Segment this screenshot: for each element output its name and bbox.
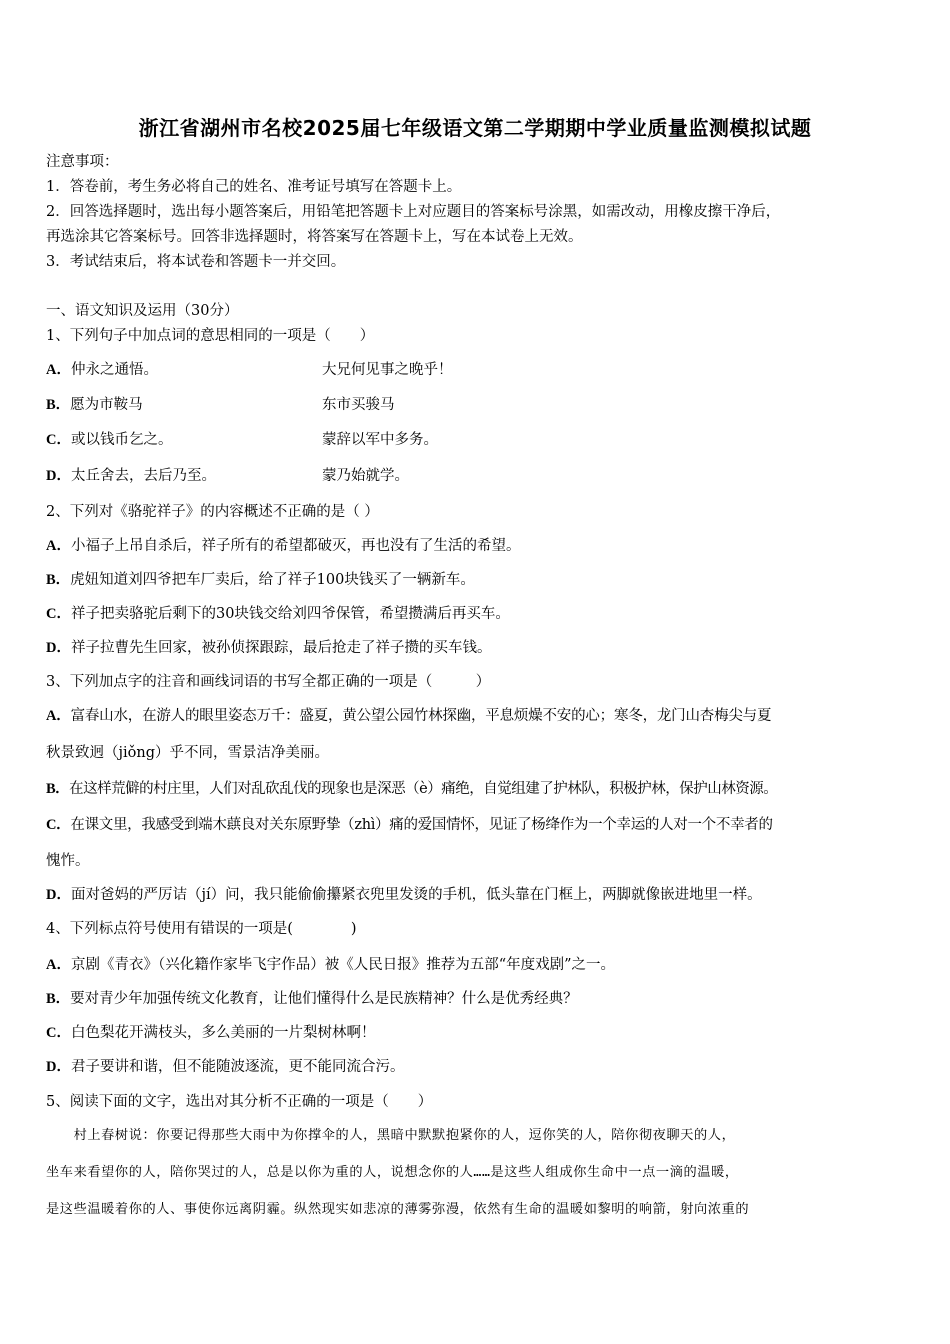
option-text: 祥子把卖骆驼后剩下的30块钱交给刘四爷保管，希望攒满后再买车。 bbox=[70, 606, 510, 622]
option-right: 东市买骏马 bbox=[322, 397, 395, 413]
option-label: D． bbox=[46, 887, 71, 903]
option-label: C． bbox=[46, 432, 71, 448]
question-4-option-b bbox=[46, 989, 578, 1009]
question-2-stem: 2、下列对《骆驼祥子》的内容概述不正确的是（ ） bbox=[46, 504, 379, 520]
question-3-option-c bbox=[46, 815, 773, 835]
option-label: A． bbox=[46, 362, 71, 378]
page-title: 浙江省湖州市名校2025届七年级语文第二学期期中学业质量监测模拟试题 bbox=[138, 116, 812, 140]
notice-item: 3．考试结束后，将本试卷和答题卡一并交回。 bbox=[46, 254, 346, 270]
option-left: 仲永之通悟。 bbox=[70, 362, 158, 378]
option-label: A． bbox=[46, 957, 71, 973]
notice-heading: 注意事项： bbox=[46, 154, 119, 170]
option-right: 大兄何见事之晚乎！ bbox=[322, 362, 453, 378]
notice-item: 2．回答选择题时，选出每小题答案后，用铅笔把答题卡上对应题目的答案标号涂黑，如需改动，用橡皮擦干净后， bbox=[46, 204, 781, 220]
notice-item: 再选涂其它答案标号。回答非选择题时，将答案写在答题卡上，写在本试卷上无效。 bbox=[46, 229, 583, 245]
question-2-option-c bbox=[46, 604, 510, 624]
question-2-option-d bbox=[46, 638, 491, 658]
option-label: C． bbox=[46, 1025, 71, 1041]
option-label: D． bbox=[46, 640, 71, 656]
question-4-option-c bbox=[46, 1023, 375, 1043]
passage-line: 村上春树说：你要记得那些大雨中为你撑伞的人，黑暗中默默抱紧你的人，逗你笑的人，陪你彻夜聊天的人， bbox=[46, 1128, 736, 1143]
option-text: 在这样荒僻的村庄里，人们对乱砍乱伐的现象也是深恶（è）痛绝，自觉组建了护林队，积极护林，保护山林资源。 bbox=[69, 781, 778, 797]
option-text: 要对青少年加强传统文化教育，让他们懂得什么是民族精神？什么是优秀经典？ bbox=[70, 991, 578, 1007]
question-3-option-a bbox=[46, 706, 771, 726]
option-left: 愿为市鞍马 bbox=[70, 397, 143, 413]
question-1-option-b bbox=[46, 395, 906, 415]
question-3-stem: 3、下列加点字的注音和画线词语的书写全都正确的一项是（ ） bbox=[46, 674, 491, 690]
notice-item: 1．答卷前，考生务必将自己的姓名、准考证号填写在答题卡上。 bbox=[46, 179, 462, 195]
option-label: A． bbox=[46, 708, 71, 724]
option-label: D． bbox=[46, 1059, 71, 1075]
passage-line: 是这些温暖着你的人、事使你远离阴霾。纵然现实如悲凉的薄雾弥漫，依然有生命的温暖如黎明的响箭，射向浓重的 bbox=[46, 1202, 750, 1217]
option-text: 在课文里，我感受到端木蕻良对关东原野挚（zhì）痛的爱国情怀，见证了杨绛作为一个幸运的人对一个不幸者的 bbox=[70, 817, 773, 833]
passage-line: 坐车来看望你的人，陪你哭过的人，总是以你为重的人，说想念你的人……是这些人组成你生命中一点一滴的温暖， bbox=[46, 1165, 739, 1180]
question-2-option-b bbox=[46, 570, 475, 590]
option-text: 君子要讲和谐，但不能随波逐流，更不能同流合污。 bbox=[70, 1059, 405, 1075]
question-5-stem: 5、阅读下面的文字，选出对其分析不正确的一项是（ ） bbox=[46, 1094, 433, 1110]
option-text: 小福子上吊自杀后，祥子所有的希望都破灭，再也没有了生活的希望。 bbox=[70, 538, 521, 554]
option-label: B． bbox=[46, 572, 71, 588]
option-label: C． bbox=[46, 817, 71, 833]
option-label: B． bbox=[46, 991, 71, 1007]
option-right: 蒙乃始就学。 bbox=[322, 468, 409, 484]
question-1-stem: 1、下列句子中加点词的意思相同的一项是（ ） bbox=[46, 328, 375, 344]
section-heading: 一、语文知识及运用（30分） bbox=[46, 303, 239, 319]
option-text: 祥子拉曹先生回家，被孙侦探跟踪，最后抢走了祥子攒的买车钱。 bbox=[70, 640, 492, 656]
option-text: 秋景致迥（jiǒng）乎不同，雪景洁净美丽。 bbox=[46, 745, 329, 761]
option-text: 虎妞知道刘四爷把车厂卖后，给了祥子100块钱买了一辆新车。 bbox=[70, 572, 475, 588]
question-3-option-b bbox=[46, 779, 777, 799]
option-right: 蒙辞以军中多务。 bbox=[322, 432, 438, 448]
question-4-option-d bbox=[46, 1057, 404, 1077]
option-left: 或以钱币乞之。 bbox=[70, 432, 173, 448]
question-3-option-d bbox=[46, 885, 762, 905]
option-label: A． bbox=[46, 538, 71, 554]
question-4-option-a bbox=[46, 955, 615, 975]
option-text: 富春山水，在游人的眼里姿态万千：盛夏，黄公望公园竹林探幽，平息烦燥不安的心；寒冬，龙门山杏梅尖与夏 bbox=[70, 708, 772, 724]
option-label: B． bbox=[46, 781, 70, 797]
question-1-option-a bbox=[46, 360, 906, 380]
option-text: 京剧《青衣》（兴化籍作家毕飞宇作品）被《人民日报》推荐为五部“年度戏剧”之一。 bbox=[70, 957, 616, 973]
question-1-option-c bbox=[46, 430, 906, 450]
option-label: B． bbox=[46, 397, 71, 413]
option-label: D． bbox=[46, 468, 71, 484]
option-text: 白色梨花开满枝头，多么美丽的一片梨树林啊！ bbox=[70, 1025, 376, 1041]
option-text: 面对爸妈的严厉诘（jí）问，我只能偷偷攥紧衣兜里发烫的手机，低头靠在门框上，两脚就像嵌进地里一样。 bbox=[70, 887, 762, 903]
question-3-option-a-cont bbox=[46, 743, 329, 763]
option-label: C． bbox=[46, 606, 71, 622]
option-left: 太丘舍去，去后乃至。 bbox=[70, 468, 216, 484]
question-2-option-a bbox=[46, 536, 520, 556]
question-3-option-c-cont bbox=[46, 851, 90, 871]
option-text: 愧怍。 bbox=[46, 853, 90, 869]
question-4-stem: 4、下列标点符号使用有错误的一项是( ) bbox=[46, 921, 357, 937]
question-1-option-d bbox=[46, 466, 906, 486]
